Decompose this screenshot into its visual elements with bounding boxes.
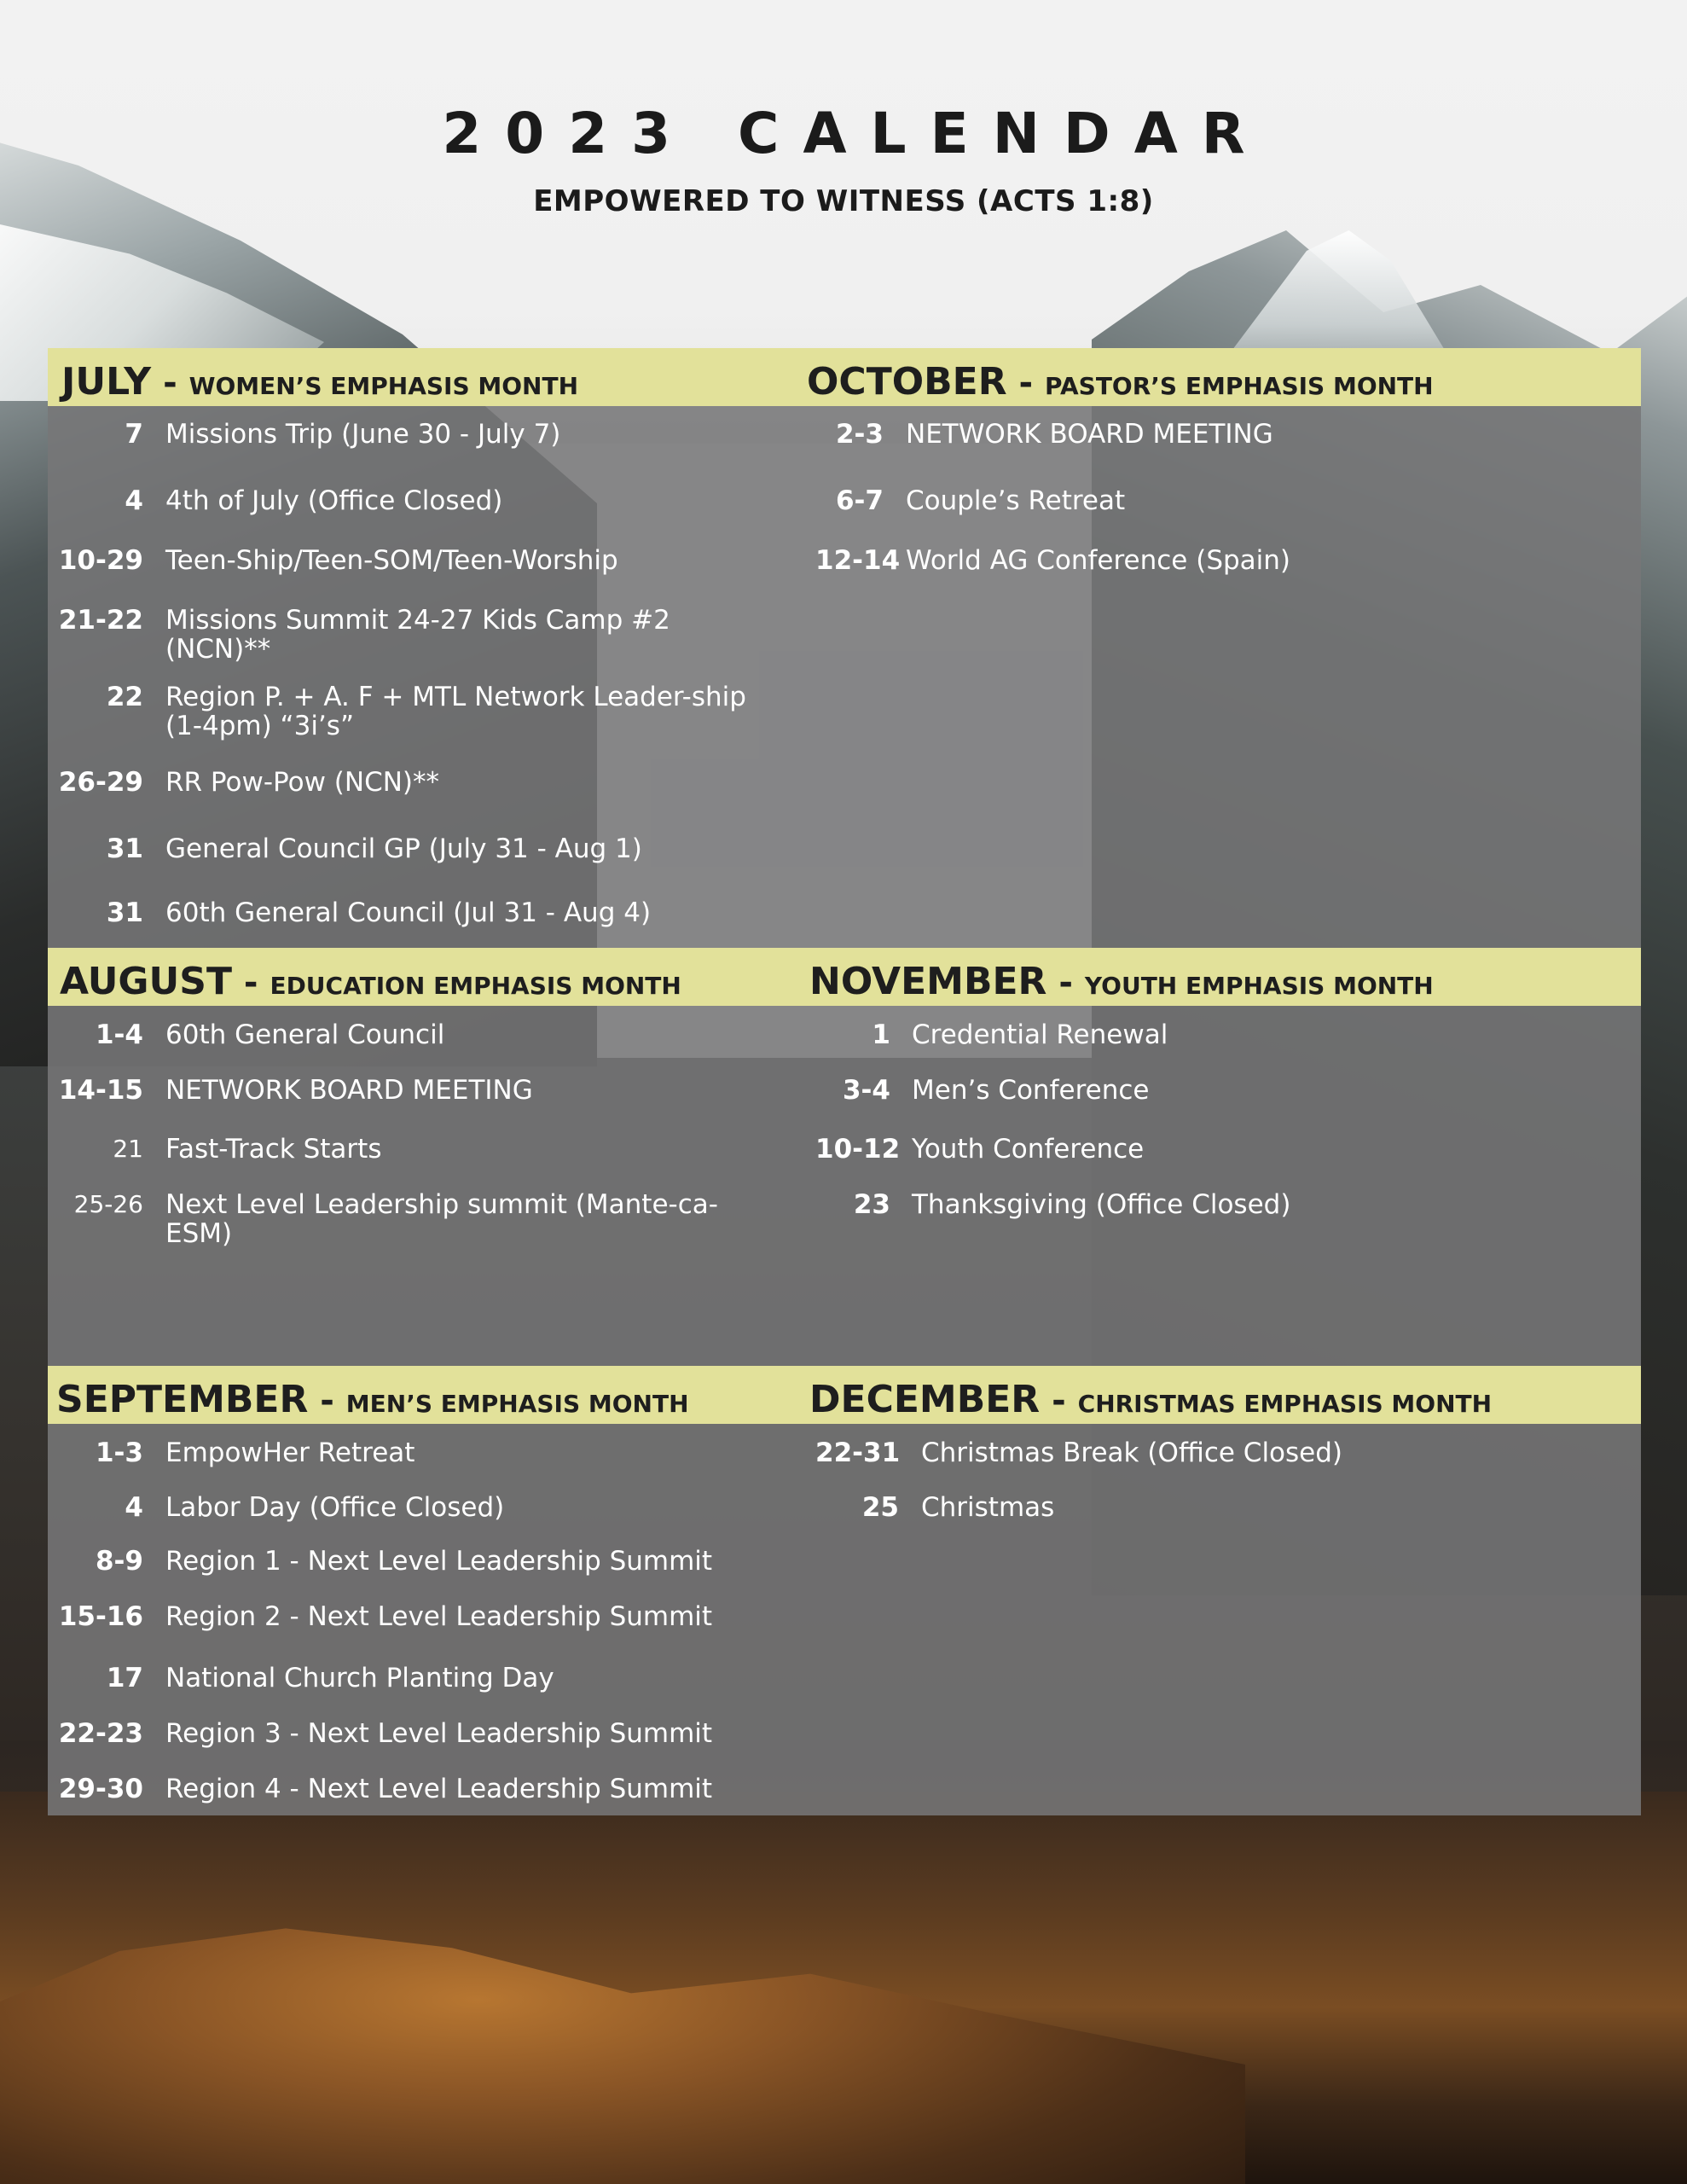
event-date: 22 <box>106 682 143 712</box>
event-text: 4th of July (Office Closed) <box>165 485 503 516</box>
event-text: EmpowHer Retreat <box>165 1438 415 1468</box>
event-date: 31 <box>106 897 143 928</box>
month-name: OCTOBER <box>807 360 1007 404</box>
month-theme: EDUCATION EMPHASIS MONTH <box>270 972 681 1000</box>
month-theme: YOUTH EMPHASIS MONTH <box>1084 972 1434 1000</box>
event-text: NETWORK BOARD MEETING <box>165 1075 533 1106</box>
event-text: Thanksgiving (Office Closed) <box>912 1189 1291 1220</box>
event-text: Region 1 - Next Level Leadership Summit <box>165 1546 713 1577</box>
month-name: JULY <box>61 360 152 404</box>
event-text: Couple’s Retreat <box>906 485 1126 516</box>
event-date: 26-29 <box>58 767 143 798</box>
event-date: 4 <box>125 1492 143 1523</box>
event-date: 21-22 <box>58 605 143 636</box>
event-text: Christmas <box>921 1492 1055 1523</box>
event-date: 22-23 <box>58 1718 143 1749</box>
month-name: AUGUST <box>60 960 232 1003</box>
event-date: 7 <box>125 419 143 450</box>
month-theme: CHRISTMAS EMPHASIS MONTH <box>1077 1390 1493 1418</box>
event-date: 8-9 <box>95 1546 143 1577</box>
event-date: 15-16 <box>58 1601 143 1632</box>
event-text: NETWORK BOARD MEETING <box>906 419 1273 450</box>
event-text: Labor Day (Office Closed) <box>165 1492 505 1523</box>
month-heading-august: AUGUST - EDUCATION EMPHASIS MONTH <box>60 960 681 1003</box>
event-text: Region 3 - Next Level Leadership Summit <box>165 1718 713 1749</box>
event-text: 60th General Council <box>165 1019 445 1050</box>
event-date: 14-15 <box>58 1075 143 1106</box>
month-heading-november: NOVEMBER - YOUTH EMPHASIS MONTH <box>809 960 1434 1003</box>
event-date: 22-31 <box>815 1438 901 1468</box>
month-heading-september: SEPTEMBER - MEN’S EMPHASIS MONTH <box>56 1378 689 1421</box>
month-theme: WOMEN’S EMPHASIS MONTH <box>188 372 579 400</box>
event-date: 1-4 <box>95 1019 143 1050</box>
event-text: Youth Conference <box>912 1134 1145 1165</box>
event-text: RR Pow-Pow (NCN)** <box>165 767 440 798</box>
event-text: General Council GP (July 31 - Aug 1) <box>165 834 642 864</box>
month-name: SEPTEMBER <box>56 1378 309 1421</box>
calendar-panel <box>48 348 1641 1815</box>
event-text: Christmas Break (Office Closed) <box>921 1438 1343 1468</box>
event-text: Region P. + A. F + MTL Network Leader-ship (1-4pm) “3i’s” <box>165 682 746 741</box>
event-date: 6-7 <box>835 485 884 516</box>
event-date: 17 <box>106 1663 143 1693</box>
event-text: 60th General Council (Jul 31 - Aug 4) <box>165 897 652 928</box>
event-date: 21 <box>113 1135 143 1163</box>
month-heading-october: OCTOBER - PASTOR’S EMPHASIS MONTH <box>807 360 1434 404</box>
event-text: World AG Conference (Spain) <box>906 545 1291 576</box>
event-date: 29-30 <box>58 1774 143 1804</box>
event-date: 1-3 <box>95 1438 143 1468</box>
event-date: 12-14 <box>815 545 901 576</box>
event-text: Missions Trip (June 30 - July 7) <box>165 419 561 450</box>
event-text: Teen-Ship/Teen-SOM/Teen-Worship <box>165 545 618 576</box>
event-date: 23 <box>853 1189 890 1220</box>
event-text: Next Level Leadership summit (Mante-ca-ESM) <box>165 1189 718 1249</box>
event-date: 4 <box>125 485 143 516</box>
event-text: Fast-Track Starts <box>165 1134 382 1165</box>
event-date: 10-12 <box>815 1134 901 1165</box>
event-text: Men’s Conference <box>912 1075 1150 1106</box>
page-title: 2023 CALENDAR <box>442 101 1269 166</box>
event-date: 25 <box>861 1492 899 1523</box>
event-text: Region 2 - Next Level Leadership Summit <box>165 1601 713 1632</box>
month-theme: PASTOR’S EMPHASIS MONTH <box>1045 372 1434 400</box>
event-date: 2-3 <box>835 419 884 450</box>
event-date: 1 <box>872 1019 890 1050</box>
event-text: Missions Summit 24-27 Kids Camp #2 (NCN)** <box>165 605 670 665</box>
month-heading-december: DECEMBER - CHRISTMAS EMPHASIS MONTH <box>809 1378 1493 1421</box>
event-text: Credential Renewal <box>912 1019 1168 1050</box>
page-subtitle: EMPOWERED TO WITNESS (ACTS 1:8) <box>533 184 1154 218</box>
month-theme: MEN’S EMPHASIS MONTH <box>345 1390 689 1418</box>
event-date: 25-26 <box>73 1190 143 1218</box>
event-date: 3-4 <box>842 1075 890 1106</box>
month-name: DECEMBER <box>809 1378 1041 1421</box>
event-date: 10-29 <box>58 545 143 576</box>
month-name: NOVEMBER <box>809 960 1047 1003</box>
event-date: 31 <box>106 834 143 864</box>
event-text: National Church Planting Day <box>165 1663 554 1693</box>
month-heading-july: JULY - WOMEN’S EMPHASIS MONTH <box>61 360 579 404</box>
event-text: Region 4 - Next Level Leadership Summit <box>165 1774 713 1804</box>
